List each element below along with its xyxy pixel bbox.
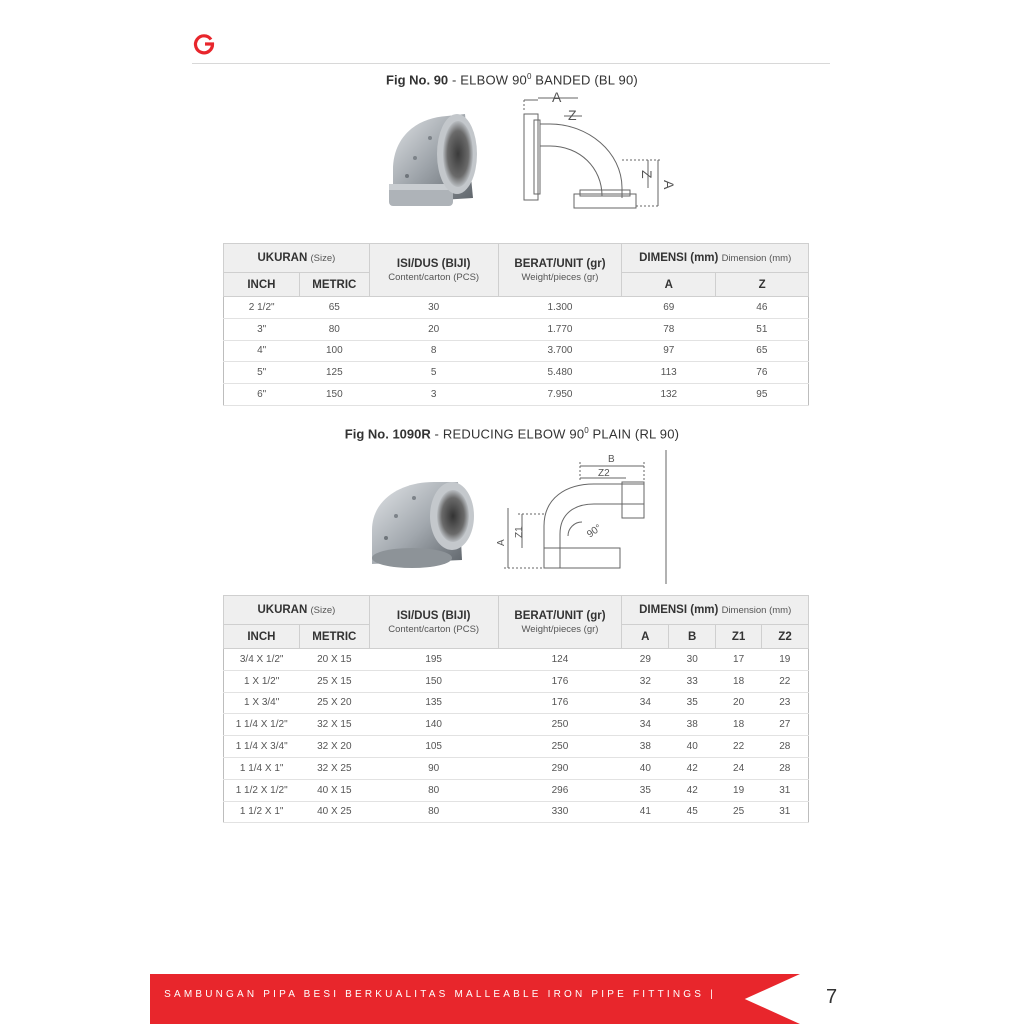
z2-cell: 31 [762,801,809,823]
berat-header: BERAT/UNIT (gr) Weight/pieces (gr) [498,244,622,297]
z2-cell: 19 [762,649,809,671]
z1-cell: 22 [716,736,762,758]
dim-label-z1: Z1 [514,526,525,538]
z2-cell: 28 [762,736,809,758]
metric-header: METRIC [299,273,369,297]
inch-cell: 4" [224,340,300,362]
a-header: A [622,273,716,297]
company-logo [192,32,216,56]
a-cell: 34 [622,714,669,736]
isi-cell: 8 [369,340,498,362]
metric-cell: 65 [299,297,369,319]
table-row [224,757,809,779]
a-cell: 69 [622,297,716,319]
elbow-90-photo [385,108,485,210]
a-header: A [622,625,669,649]
table-row [224,384,809,406]
isi-cell: 80 [369,779,498,801]
isi-header: ISI/DUS (BIJI) Content/carton (PCS) [369,244,498,297]
table-row [224,779,809,801]
z2-cell: 27 [762,714,809,736]
fig-1090r-degree: 0 [584,426,589,435]
metric-cell: 32 X 25 [299,757,369,779]
a-cell: 35 [622,779,669,801]
berat-cell: 330 [498,801,622,823]
metric-cell: 40 X 25 [299,801,369,823]
b-cell: 42 [669,757,716,779]
inch-cell: 5" [224,362,300,384]
isi-cell: 20 [369,318,498,340]
a-cell: 29 [622,649,669,671]
metric-cell: 100 [299,340,369,362]
berat-cell: 250 [498,736,622,758]
b-cell: 33 [669,670,716,692]
dim-label-a-vertical: A [661,180,677,190]
dimensi-header: DIMENSI (mm) Dimension (mm) [622,596,809,625]
dim-label-a: A [552,89,562,105]
table-row [224,362,809,384]
inch-cell: 1 X 3/4" [224,692,300,714]
fig-90-description-end: BANDED (BL 90) [531,72,638,88]
inch-cell: 3/4 X 1/2" [224,649,300,671]
z1-header: Z1 [716,625,762,649]
z2-cell: 22 [762,670,809,692]
fig-1090r-title [180,426,844,441]
a-cell: 40 [622,757,669,779]
berat-cell: 290 [498,757,622,779]
berat-cell: 296 [498,779,622,801]
dim-label-a: A [496,539,507,546]
z1-cell: 24 [716,757,762,779]
z1-cell: 20 [716,692,762,714]
table-row [224,649,809,671]
metric-cell: 25 X 20 [299,692,369,714]
inch-header: INCH [224,625,300,649]
inch-cell: 1 X 1/2" [224,670,300,692]
fig-90-degree: 0 [526,72,532,81]
fig-90-description: - ELBOW 90 [448,72,527,88]
metric-cell: 40 X 15 [299,779,369,801]
isi-header: ISI/DUS (BIJI) Content/carton (PCS) [369,596,498,649]
b-cell: 38 [669,714,716,736]
inch-cell: 6" [224,384,300,406]
b-cell: 30 [669,649,716,671]
metric-header: METRIC [299,625,369,649]
metric-cell: 32 X 20 [299,736,369,758]
b-header: B [669,625,716,649]
berat-cell: 5.480 [498,362,622,384]
z1-cell: 25 [716,801,762,823]
fig-1090r-description-end: PLAIN (RL 90) [588,426,680,442]
header-divider [192,63,830,64]
page-number: 7 [826,986,838,1008]
reducing-elbow-spec-table [223,595,809,823]
isi-cell: 30 [369,297,498,319]
berat-cell: 3.700 [498,340,622,362]
metric-cell: 150 [299,384,369,406]
table-row [224,801,809,823]
a-cell: 97 [622,340,716,362]
isi-cell: 3 [369,384,498,406]
z2-cell: 31 [762,779,809,801]
a-cell: 78 [622,318,716,340]
a-cell: 34 [622,692,669,714]
berat-cell: 176 [498,692,622,714]
z-cell: 65 [716,340,809,362]
ukuran-header: UKURAN (Size) [224,596,370,625]
z2-cell: 23 [762,692,809,714]
inch-cell: 1 1/2 X 1" [224,801,300,823]
metric-cell: 80 [299,318,369,340]
dimensi-header: DIMENSI (mm) Dimension (mm) [622,244,809,273]
z-cell: 46 [716,297,809,319]
dim-label-z-vertical: Z [639,170,655,179]
z-header: Z [716,273,809,297]
dim-label-angle: 90° [585,522,604,541]
berat-cell: 250 [498,714,622,736]
table-row [224,340,809,362]
b-cell: 45 [669,801,716,823]
inch-cell: 1 1/2 X 1/2" [224,779,300,801]
berat-header: BERAT/UNIT (gr) Weight/pieces (gr) [498,596,622,649]
ukuran-header: UKURAN (Size) [224,244,370,273]
table-row [224,714,809,736]
isi-cell: 150 [369,670,498,692]
z-cell: 76 [716,362,809,384]
a-cell: 32 [622,670,669,692]
berat-cell: 124 [498,649,622,671]
footer-tagline: SAMBUNGAN PIPA BESI BERKUALITAS MALLEABLE IRON PIPE FITTINGS | [164,989,716,1000]
isi-cell: 140 [369,714,498,736]
dim-label-z: Z [568,107,577,123]
berat-cell: 1.770 [498,318,622,340]
isi-cell: 105 [369,736,498,758]
inch-cell: 1 1/4 X 1" [224,757,300,779]
a-cell: 113 [622,362,716,384]
fig-1090r-description: - REDUCING ELBOW 90 [430,426,585,442]
z1-cell: 19 [716,779,762,801]
b-cell: 40 [669,736,716,758]
isi-cell: 90 [369,757,498,779]
metric-cell: 25 X 15 [299,670,369,692]
z2-header: Z2 [762,625,809,649]
reducing-elbow-photo [362,472,480,572]
berat-cell: 1.300 [498,297,622,319]
isi-cell: 5 [369,362,498,384]
elbow-90-drawing [510,88,680,218]
isi-cell: 80 [369,801,498,823]
metric-cell: 125 [299,362,369,384]
reducing-elbow-drawing [494,448,670,586]
dim-label-z2: Z2 [598,468,610,479]
a-cell: 41 [622,801,669,823]
metric-cell: 32 X 15 [299,714,369,736]
inch-cell: 2 1/2" [224,297,300,319]
table-row [224,318,809,340]
inch-cell: 1 1/4 X 3/4" [224,736,300,758]
dim-label-b: B [608,454,615,465]
table-row [224,297,809,319]
elbow-90-spec-table [223,243,809,406]
table-row [224,736,809,758]
z-cell: 95 [716,384,809,406]
fig-90-title [180,72,844,87]
z1-cell: 17 [716,649,762,671]
a-cell: 38 [622,736,669,758]
isi-cell: 195 [369,649,498,671]
berat-cell: 7.950 [498,384,622,406]
table-row [224,670,809,692]
z2-cell: 28 [762,757,809,779]
table-row [224,692,809,714]
inch-cell: 1 1/4 X 1/2" [224,714,300,736]
inch-header: INCH [224,273,300,297]
isi-cell: 135 [369,692,498,714]
inch-cell: 3" [224,318,300,340]
z1-cell: 18 [716,670,762,692]
a-cell: 132 [622,384,716,406]
z1-cell: 18 [716,714,762,736]
b-cell: 35 [669,692,716,714]
fig-90-number: Fig No. 90 [386,72,449,88]
fig-1090r-number: Fig No. 1090R [344,426,431,442]
metric-cell: 20 X 15 [299,649,369,671]
b-cell: 42 [669,779,716,801]
z-cell: 51 [716,318,809,340]
berat-cell: 176 [498,670,622,692]
